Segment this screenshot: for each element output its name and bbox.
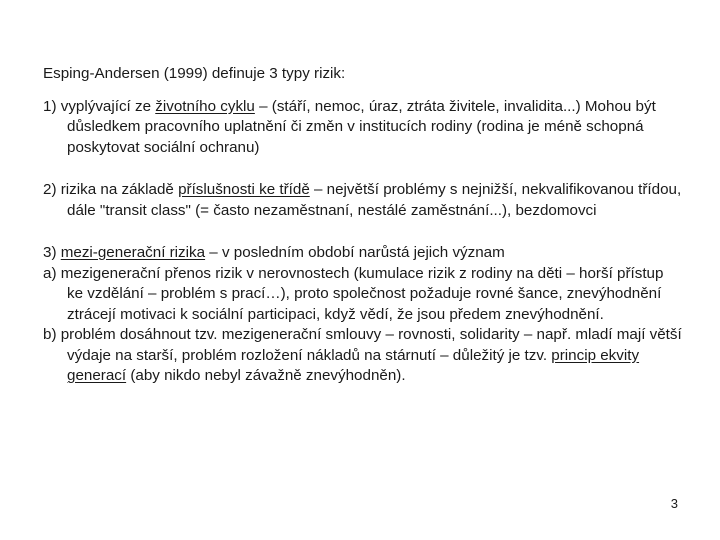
risk-type-3 [43, 243, 683, 264]
sub-point-b-text: b) problém dosáhnout tzv. mezigenerační smlouvy – rovnosti, solidarity – např. mladí mají větší výdaje na starší, problém rozložení nákladů na stárnutí – důležitý je tzv. [43, 326, 682, 364]
risk-type-3-text: – v posledním období narůstá jejich význam [205, 244, 505, 261]
intro-text: Esping-Andersen (1999) definuje 3 typy rizik: [43, 65, 346, 82]
page-number: 3 [670, 496, 678, 511]
risk-type-1-prefix: 1) vyplývající ze [43, 97, 156, 115]
risk-type-1-text: – (stáří, nemoc, úraz, ztráta živitele, invalidita...) Mohou být důsledkem pracovního uplatnění či změn v institucích rodiny (rodina je méně schopná poskytovat sociální ochranu) [67, 97, 656, 156]
sub-point-a: a) mezigenerační přenos rizik v nerovnostech (kumulace rizik z rodiny na děti – horší přístup ke vzdělání – problém s prací…), proto společnost požaduje rovné šance, znevýhodnění ztrácejí motivaci k sociální participaci, když vědí, že jsou předem znevýhodnění. [43, 264, 664, 323]
sub-point-b [43, 325, 683, 387]
intergenerational-risk-term: mezi-generační rizika [60, 244, 206, 261]
risk-type-2-prefix: 2) rizika na základě [43, 181, 179, 198]
class-membership-term: příslušnosti ke třídě [178, 181, 310, 198]
generational-equity-term: princip ekvity generací [67, 346, 640, 384]
risk-type-2 [43, 180, 683, 221]
risk-type-1 [43, 97, 683, 159]
risk-type-3-prefix: 3) [43, 244, 61, 261]
life-cycle-term: životního cyklu [155, 97, 255, 115]
slide-content [43, 64, 683, 387]
risk-type-2-text: – největší problémy s nejnižší, nekvalifikovanou třídou, dále "transit class" (= často nezaměstnaní, nestálé zaměstnání...), bezdomovci [67, 181, 682, 219]
sub-point-b-end: (aby nikdo nebyl závažně znevýhodněn). [126, 367, 406, 384]
